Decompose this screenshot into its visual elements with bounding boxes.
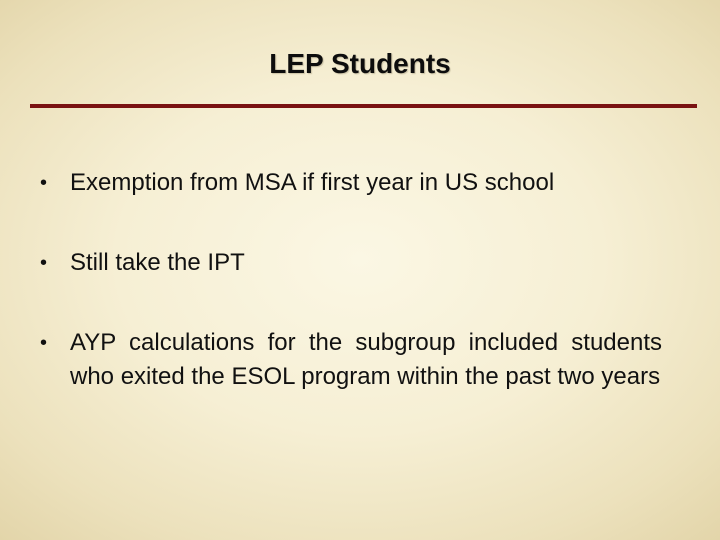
bullet-item bbox=[40, 246, 662, 280]
bullet-icon: • bbox=[40, 252, 48, 274]
bullet-list bbox=[40, 166, 662, 394]
bullet-icon: • bbox=[40, 332, 48, 354]
bullet-text: AYP calculations for the subgroup included students who exited the ESOL program within the past two years bbox=[70, 329, 662, 390]
slide-title: LEP Students bbox=[269, 48, 451, 79]
bullet-item bbox=[40, 166, 662, 200]
bullet-text: Exemption from MSA if first year in US school bbox=[70, 169, 555, 196]
bullet-item bbox=[40, 326, 662, 394]
bullet-icon: • bbox=[40, 172, 48, 194]
title-divider bbox=[30, 104, 697, 108]
bullet-text: Still take the IPT bbox=[70, 249, 245, 276]
